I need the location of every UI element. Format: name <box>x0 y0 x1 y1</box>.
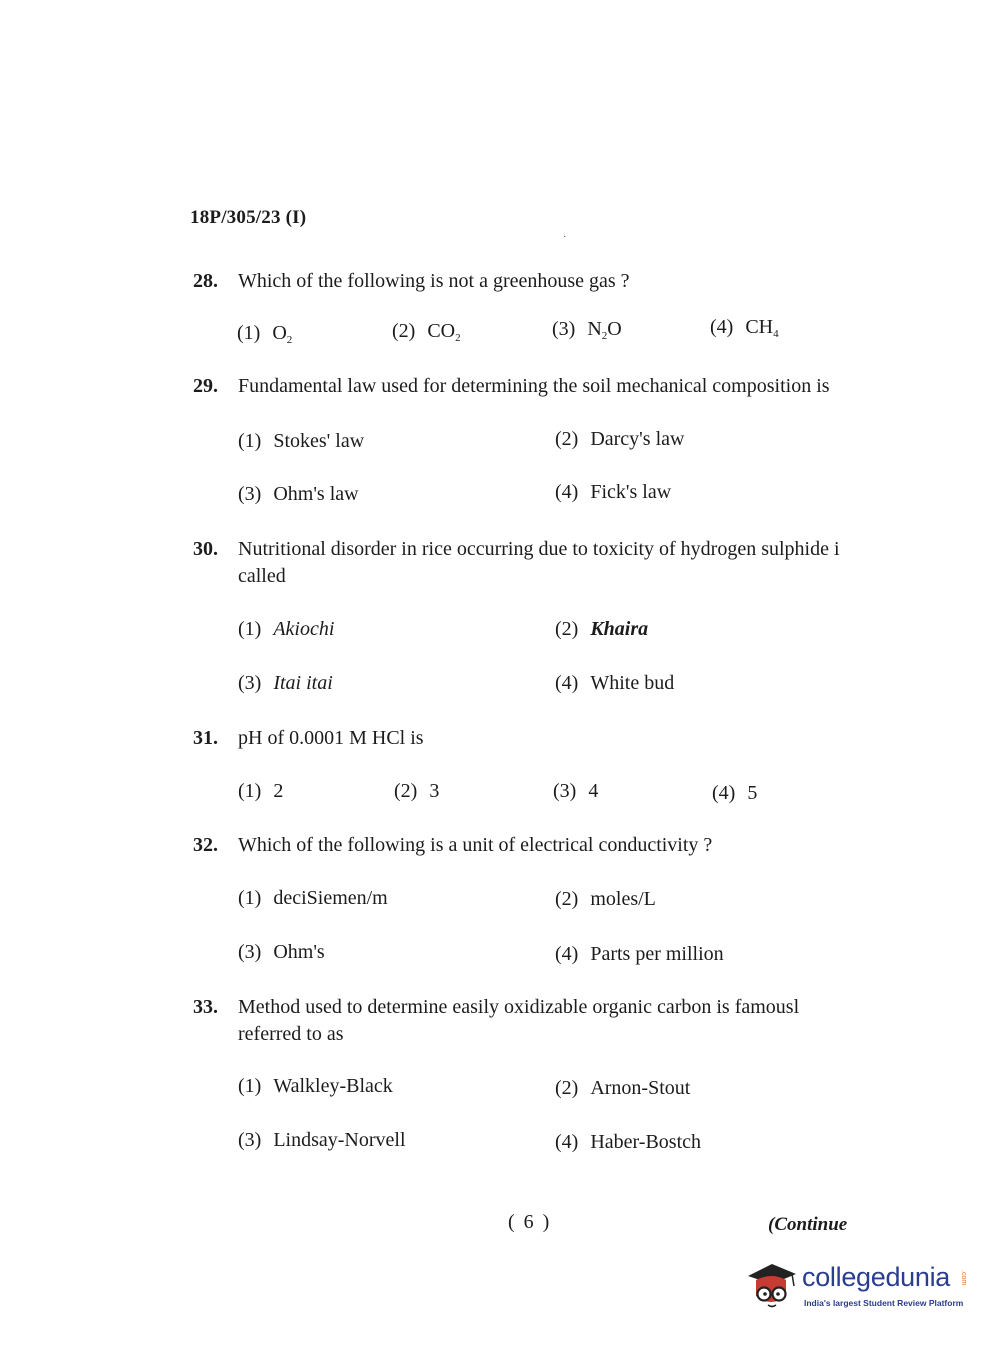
option-29-1: (1) Stokes' law <box>238 430 365 452</box>
question-text: pH of 0.0001 M HCl is <box>238 727 424 749</box>
option-33-2: (2) Arnon-Stout <box>555 1077 691 1099</box>
question-number: 31. <box>193 727 218 749</box>
option-31-3: (3) 4 <box>553 780 599 802</box>
paper-code: 18P/305/23 (I) <box>190 207 307 228</box>
option-29-2: (2) Darcy's law <box>555 428 685 450</box>
option-33-4: (4) Haber-Bostch <box>555 1131 702 1153</box>
question-text: Method used to determine easily oxidizable organic carbon is famousl referred to as <box>238 996 800 1045</box>
option-30-4: (4) White bud <box>555 672 675 694</box>
option-28-3: (3) $N_2O$ <box>552 318 622 342</box>
option-32-3: (3) Ohm's <box>238 941 325 963</box>
question-text: Fundamental law used for determining the soil mechanical composition is <box>238 375 830 397</box>
question-text: Which of the following is a unit of electrical conductivity ? <box>238 834 713 856</box>
option-30-3: (3) Itai itai <box>238 672 333 694</box>
option-32-4: (4) Parts per million <box>555 943 724 965</box>
student-mascot-icon <box>742 1256 800 1314</box>
option-28-2: (2) $CO_2$ <box>392 320 461 344</box>
option-32-1: (1) deciSiemen/m <box>238 887 388 909</box>
option-33-1: (1) Walkley-Black <box>238 1075 393 1097</box>
collegedunia-logo <box>742 1256 972 1314</box>
question-number: 28. <box>193 270 218 292</box>
question-number: 30. <box>193 538 218 560</box>
page-number: ( 6 ) <box>508 1211 552 1233</box>
option-29-3: (3) Ohm's law <box>238 483 359 505</box>
question-text: Nutritional disorder in rice occurring due to toxicity of hydrogen sulphide i called <box>238 538 840 587</box>
question-number: 32. <box>193 834 218 856</box>
option-28-4: (4) $CH_4$ <box>710 316 779 340</box>
question-number: 33. <box>193 996 218 1018</box>
brand-name: collegedunia <box>802 1262 951 1292</box>
option-29-4: (4) Fick's law <box>555 481 672 503</box>
question-text: Which of the following is not a greenhouse gas ? <box>238 270 630 292</box>
question-number: 29. <box>193 375 218 397</box>
option-30-1: (1) Akiochi <box>238 618 335 640</box>
option-32-2: (2) moles/L <box>555 888 656 910</box>
option-33-3: (3) Lindsay-Norvell <box>238 1129 406 1151</box>
scan-speck: · <box>563 232 567 243</box>
option-31-1: (1) 2 <box>238 780 284 802</box>
option-31-2: (2) 3 <box>394 780 440 802</box>
option-28-1: (1) $O_2$ <box>237 322 293 346</box>
option-30-2: (2) Khaira <box>555 618 649 640</box>
continued-note: (Continue <box>768 1214 848 1235</box>
brand-domain: .com <box>960 1270 967 1286</box>
brand-tagline: India's largest Student Review Platform <box>804 1298 964 1308</box>
option-31-4: (4) 5 <box>712 782 758 804</box>
